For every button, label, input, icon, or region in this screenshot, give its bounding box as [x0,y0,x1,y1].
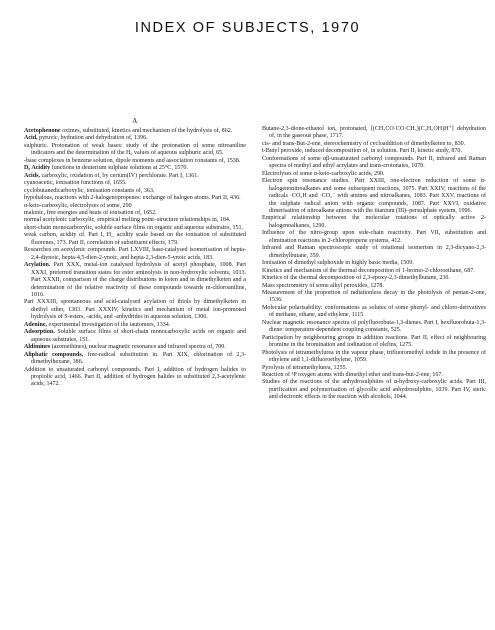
index-entry [24,165,246,172]
index-entry-text: hypohalous, reactions with 2-halogenopropenes: exchange of halogen atoms. Part II, 436. [24,195,241,202]
index-entry-text: oximes, substituted, kinetics and mechanism of the hydrolysis of, 862. [60,128,233,134]
index-entry-text: Measurement of the proportion of radiationless decay in the photolysis of pentan-2-one, 1536. [262,289,486,304]
index-entry-heading: Acetophenone [24,128,61,134]
index-entry-text: sulphuric. Protonation of weak bases: study of the protonation of some nitroaniline indicators and the determination of the H₀ values of aqueous sulphuric acid, 65. [24,142,246,157]
index-entry-text: Conformations of some αβ-unsaturated carbonyl compounds. Part II, infrared and Raman spectra of methyl and ethyl acrylates and trans-crotonates, 1070. [262,155,486,170]
index-entry [262,379,486,401]
index-entry-text: Nuclear magnetic resonance spectra of polyfluorobuta-1,3-dienes. Part I, hexfluorobuta-1,3-diene: temperature-dependent coupling constants, 525. [262,319,486,334]
index-entry [262,215,486,230]
index-entry [262,320,486,335]
index-entry-text: weak carbon, acidity of. Part I, H_ acidity scale based on the ionisation of substituted fluorenes, 173. Part II, correlation of substituent effects, 179. [24,232,246,246]
index-entry-text: carboxylic, oxidation of, by cerium(IV) perchlorate. Part I, 1361. [39,172,199,179]
index-entry [262,148,486,155]
index-entry-heading: Aldimines [24,344,51,351]
index-entry-text: Photolysis of tetramethylurea in the vapour phase, trifluoromethyl iodide in the presence of ethylene and 1,1-difluoroethylene, 1059. [262,349,486,364]
index-entry-text: (azomethines), nuclear magnetic resonance and infrared spectra of, 700. [50,344,226,351]
index-entry-text: Soluble surface films of short-chain monocarboxylic acids on organic and aqueous substrates, 151. [31,329,246,343]
index-entry-heading: Adsorption. [24,329,55,336]
index-entry-text: Electron spin resonance studies. Part XXIII, one-electron reduction of some α-halogenonitroalkanes and some subsequent reactions, 1075. Part XXIV, reactions of the radicals ·CO₂H and ·CO₂⁻ with amines and nitroalkanes, 1083. Part XXV, reactions of the sulphate radical anion with organic compounds, 1087. Part XXVI, oxidative dimerisation of nitroalkane anions with the titanium (III)–persulphate system, 1096. [262,178,486,214]
index-entry-text: normal acetylenic carboxylic, empirical melting point–structure relationships in, 184. [24,217,231,224]
index-entry-text: malonic, free energies and heats of ionisation of, 1652. [24,209,157,216]
index-entry-text: experimental investigation of the tautomers, 1334. [47,321,171,328]
index-entry [262,245,486,260]
index-entry [262,335,486,350]
index-entry-text: t-Butyl peroxide, induced decomposition of, in solution. Part II, kinetic study, 870. [262,148,462,155]
index-entry-text: cyclobutanedicarboxylic, ionisation constants of, 363. [24,187,155,194]
index-entry-text: Butane-2,3-dione-ethanol ion, protonated, [(CH₃CO·CO·CH₃)(C₂H₅OH)H⁺] dehydration of, in the gaseous phase, 1717. [262,126,486,140]
index-entry-text: Mass spectrometry of some alkyl peroxides, 1278. [262,282,384,289]
index-entry [24,344,246,351]
index-entry [262,126,486,141]
index-entry-text: Participation by neighbouring groups in addition reactions. Part II, effect of neighbouring bromine in the bromination and iodination of olefins, 1275. [262,334,486,349]
index-entry [262,268,486,275]
index-entry [24,367,246,389]
index-entry [24,329,246,344]
index-entry-text: Ionisation of dimethyl sulphoxide in highly basic media, 1509. [262,260,414,267]
index-entry [262,350,486,365]
index-entry [262,156,486,171]
index-entry-text: -base complexes in benzene solution, dipole moments and association constants of, 1538. [24,157,241,164]
index-entry-heading: Aliphatic compounds, [24,351,84,358]
index-entry [262,290,486,305]
index-entry [24,188,246,195]
index-entry [24,195,246,202]
left-column [24,128,246,389]
index-entry-text: Molecular polarisability: conformations as solutes of some phenyl- and chloro-derivatives of methane, ethane, and ethylene, 1115. [262,304,486,319]
index-entry-text: cyanoacetic, ionisation functions of, 1655. [24,180,127,187]
index-entry [262,260,486,267]
index-entry-text: Infrared and Raman spectroscopic study of rotational isomerism in 2,3-dicyano-2,3-dimethylbutane, 359. [262,245,486,259]
index-entry [262,275,486,282]
index-entry-text: Researches on acetylenic compounds. Part LXVIII, base-catalysed isomerisation of hepta-2,4-diynoic, hepta-4,5-dien-2-ynoic, and hepta-2,3-dien-5-ynoic acids, 183. [24,247,246,261]
index-entry [262,305,486,320]
right-column [262,126,486,402]
index-entry-text: short-chain monocarboxylic, soluble surface films on organic and aqueous substrates, 151. [24,224,244,231]
index-entry [262,283,486,290]
index-entry-text: functions in deuterium sulphate solutions at 25°C, 1570. [50,165,188,172]
index-entry [24,143,246,158]
index-entry [24,352,246,367]
index-entry [24,247,246,262]
index-entry [262,230,486,245]
index-entry [262,365,486,372]
index-entry-text: Empirical relationship between the molecular rotations of optically active 2-halogenoalkanes, 1290. [262,215,486,229]
index-entry [24,232,246,247]
index-entry-text: Part XXX, metal-ion catalysed hydrolysis of acetyl phosphate, 1008. Part XXXI, preferred transition states for ester aminolysis in non-hydroxylic solvents, 1013. Part XXXII, comparison of the charge distributions in keten and in dimethylketen and a determination of the relative reactivity of these compounds towards m-chloroaniline, 1016. [31,262,246,298]
index-entry-text: cis- and trans-But-2-ene, stereochemistry of cycloaddition of dimethylketen to, 830. [262,140,466,147]
index-entry [24,203,246,210]
index-entry [24,299,246,321]
index-entry-text: Kinetics and mechanism of the thermal decomposition of 1-bromo-2-chloroethane, 687. [262,267,475,274]
index-entry-text: Reaction of ³P oxygen atoms with dimethyl ether and trans-but-2-ene, 167. [262,371,443,378]
index-entry-text: Influence of the nitro-group upon side-chain reactivity. Part VII, substitution and elimination reactions in 2-chloropropene systems, 412. [262,230,486,244]
index-entry-text: Addition to unsaturated carbonyl compounds. Part I, addition of hydrogen halides to propiolic acid, 1466. Part II, addition of hydrogen halides to substituted 2,3-acetylenic acids, 1472. [24,366,246,388]
index-entry-heading: Acids, [24,172,40,179]
index-entry-text: Part XXXIII, spontaneous and acid-catalysed acylation of thiols by dimethylketen in diethyl ether, 1303. Part XXXIV, kinetics and mechanism of metal ion-promoted hydrolysis of S-esters, -acids, and -anhydrides in aqueous solution, 1306. [24,299,246,321]
index-entry-heading: D₀ Acidity [24,165,51,172]
index-entry-text: Studies of the reactions of the anhydrosulphites of α-hydroxy-carboxylic acids. Part III, purification and polymerisation of glycollic acid anhydrosulphite, 1039. Part IV, steric and electronic effects in the reaction with alcohols, 1044. [262,379,486,401]
index-entry-heading: Acid, [24,135,38,142]
index-entry-text: Electrolyses of some α-keto-carboxylic acids, 290. [262,170,385,177]
index-entry-text: α-keto-carboxylic, electrolyses of some, 290 [24,202,132,209]
index-entry-heading: Acylation. [24,262,51,269]
index-entry-text: Kinetics of the thermal decomposition of 2,3-epoxy-2,3-dimethylbutane, 230. [262,275,450,282]
page-title: INDEX OF SUBJECTS, 1970 [134,20,361,36]
index-entry-text: pyruvic, hydration and dehydration of, 1396. [37,135,148,142]
section-letter: A [132,117,138,125]
index-entry [24,262,246,299]
index-entry [24,210,246,217]
index-entry-heading: Adenine, [24,321,48,328]
index-entry [24,135,246,142]
index-entry [262,178,486,215]
index-entry [24,180,246,187]
index-entry [24,217,246,224]
index-entry-text: free-radical substitution in. Part XIX, chlorination of 2,3-dimethylhexane, 386. [31,351,246,366]
index-entry-text: Pyrolysis of tetramethylurea, 1255. [262,364,348,371]
